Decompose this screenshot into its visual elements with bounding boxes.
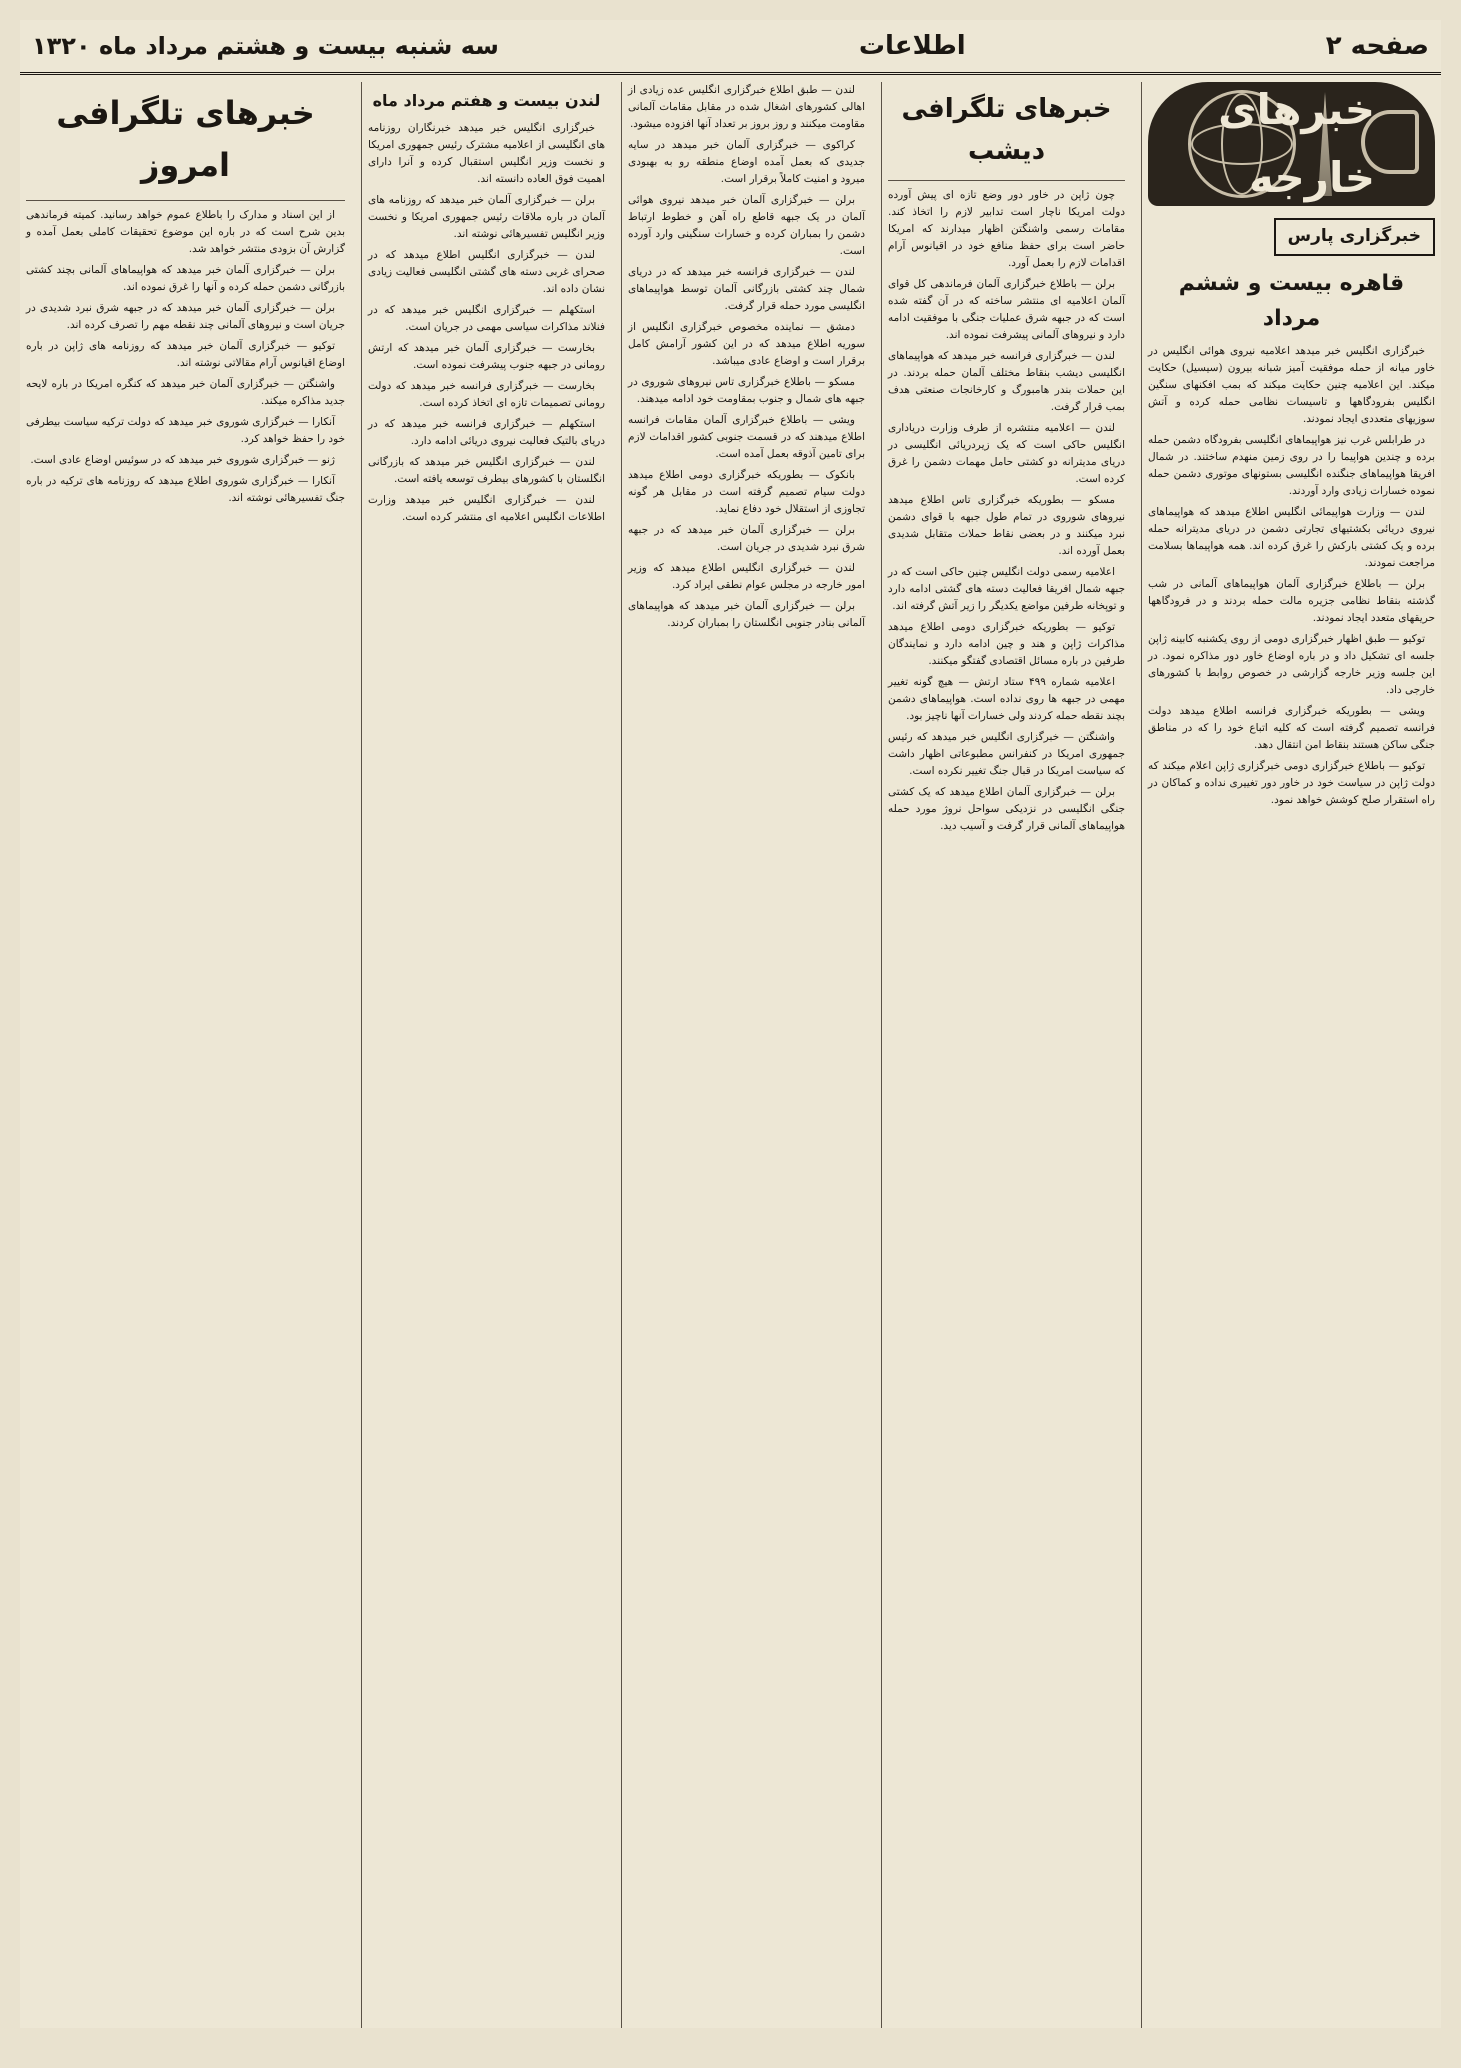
article-paragraph: لندن — خبرگزاری انگلیس خبر میدهد که بازرگانی انگلستان با کشورهای بیطرف توسعه یافته است. [368, 455, 605, 485]
article-paragraph: توکیو — باطلاع خبرگزاری دومی خبرگزاری ژاپن اعلام میکند که دولت ژاپن در سیاست خود در خاور دور تغییری نداده و کماکان در راه استقرار صلح کوشش خواهد نمود. [1148, 759, 1435, 806]
article-paragraph: بخارست — خبرگزاری فرانسه خبر میدهد که دولت رومانی تصمیمات تازه ای اتخاذ کرده است. [368, 379, 605, 409]
article-paragraph: بانکوک — بطوریکه خبرگزاری دومی اطلاع میدهد دولت سیام تصمیم گرفته است در مقابل هر گونه تجاوزی از استقلال خود دفاع نماید. [628, 469, 865, 515]
article-paragraph: ویشی — باطلاع خبرگزاری آلمان مقامات فرانسه اطلاع میدهند که در قسمت جنوبی کشور اقدامات لازم برای تامین آذوقه بعمل آمده است. [628, 414, 865, 460]
banner-title: خبرهای خارجه [1218, 84, 1375, 202]
article-paragraph: برلن — خبرگزاری آلمان اطلاع میدهد که یک کشتی جنگی انگلیسی در نزدیکی سواحل نروژ مورد حمله هواپیماهای آلمانی قرار گرفت و آسیب دید. [888, 786, 1125, 833]
article-paragraph: واشنگتن — خبرگزاری انگلیس خبر میدهد که رئیس جمهوری امریکا در کنفرانس مطبوعاتی اظهار داشت که سیاست امریکا در قبال جنگ تغییر نکرده است. [888, 731, 1125, 778]
article-paragraph: آنکارا — خبرگزاری شوروی اطلاع میدهد که روزنامه های ترکیه در باره جنگ تفسیرهائی نوشته اند. [26, 474, 345, 504]
newspaper-page [20, 20, 1441, 2028]
article-paragraph: خبرگزاری انگلیس خبر میدهد اعلامیه نیروی هوائی انگلیس در خاور میانه از حمله موفقیت آمیز شبانه بیرون (سیسیل) حکایت میکند. این اعلامیه چنین حکایت میکند که بمب افکنهای سنگین انگلیس بفرودگاهها و تاسیسات نظامی حمله کرده و آتش سوزیهای متعددی ایجاد نمودند. [1148, 344, 1435, 425]
article-paragraph: استکهلم — خبرگزاری فرانسه خبر میدهد که در دریای بالتیک فعالیت نیروی دریائی ادامه دارد. [368, 417, 605, 447]
article-paragraph: ویشی — بطوریکه خبرگزاری فرانسه اطلاع میدهد دولت فرانسه تصمیم گرفته است که کلیه اتباع خود را که در مناطق جنگی ساکن هستند بنقاط امن انتقال دهد. [1148, 704, 1435, 751]
article-paragraph: اعلامیه رسمی دولت انگلیس چنین حاکی است که در جبهه شمال افریقا فعالیت دسته های گشتی ادامه دارد و توپخانه طرفین مواضع یکدیگر را زیر آتش گرفته اند. [888, 566, 1125, 613]
headline-last-night: خبرهای تلگرافی دیشب [901, 94, 1112, 167]
divider [888, 180, 1125, 181]
article-paragraph: لندن — خبرگزاری فرانسه خبر میدهد که در دریای شمال چند کشتی بازرگانی آلمان توسط هواپیماهای انگلیسی مورد حمله قرار گرفت. [628, 266, 865, 312]
article-paragraph: مسکو — باطلاع خبرگزاری تاس نیروهای شوروی در جبهه های شمال و جنوب بمقاومت خود ادامه میدهند. [628, 376, 865, 405]
article-paragraph: دمشق — نماینده مخصوص خبرگزاری انگلیس از سوریه اطلاع میدهد که در این کشور آرامش کامل برقرار است و اوضاع عادی میباشد. [628, 321, 865, 367]
article-paragraph: در طرابلس غرب نیز هواپیماهای انگلیسی بفرودگاه دشمن حمله برده و چندین هواپیما را در روی زمین منهدم ساختند. در شمال افریقا هواپیماهای جنگنده انگلیسی بستونهای موتوری دشمن حمله نموده خسارات زیادی وارد آوردند. [1148, 433, 1435, 497]
page-number: صفحه ۲ [1325, 31, 1429, 61]
article-paragraph: توکیو — طبق اظهار خبرگزاری دومی از روی یکشنبه کابینه ژاپن جلسه ای تشکیل داد و در باره اوضاع خاور دور مذاکره نمود. در این جلسه وزیر خارجه گزارشی در خصوص روابط با کشورهای خارجی داد. [1148, 632, 1435, 696]
column-wire-2 [361, 82, 611, 2028]
article-paragraph: برلن — خبرگزاری آلمان خبر میدهد که در جبهه شرق نبرد شدیدی در جریان است و نیروهای آلمانی چند نقطه مهم را تصرف کرده اند. [26, 301, 345, 331]
article-paragraph: مسکو — بطوریکه خبرگزاری تاس اطلاع میدهد نیروهای شوروی در تمام طول جبهه با قوای دشمن نبرد میکنند و در بعضی نقاط حملات متقابل شدیدی بعمل آورده اند. [888, 494, 1125, 558]
columns [20, 82, 1441, 2028]
article-paragraph: برلن — خبرگزاری آلمان خبر میدهد نیروی هوائی آلمان در یک جبهه قاطع راه آهن و خطوط ارتباط دشمن را بمباران کرده و خسارات سنگینی وارد آورده است. [628, 194, 865, 257]
article-paragraph: خبرگزاری انگلیس خبر میدهد خبرنگاران روزنامه های انگلیسی از اعلامیه مشترک رئیس جمهوری امریکا و نخست وزیر انگلیس استقبال کرده و آنرا دارای اهمیت فوق العاده دانسته اند. [368, 121, 605, 185]
article-paragraph: بخارست — خبرگزاری آلمان خبر میدهد که ارتش رومانی در جبهه جنوب پیشرفت نموده است. [368, 341, 605, 371]
article-paragraph: استکهلم — خبرگزاری انگلیس خبر میدهد که در فنلاند مذاکرات سیاسی مهمی در جریان است. [368, 303, 605, 333]
column-last-night [881, 82, 1131, 2028]
article-paragraph: ژنو — خبرگزاری شوروی خبر میدهد که در سوئیس اوضاع عادی است. [30, 453, 335, 466]
article-paragraph: توکیو — خبرگزاری آلمان خبر میدهد که روزنامه های ژاپن در باره اوضاع اقیانوس آرام مقالاتی نوشته اند. [26, 339, 345, 369]
section-dateline: قاهره بیست و ششم مرداد [1178, 270, 1405, 332]
article-paragraph: لندن — وزارت هواپیمائی انگلیس اطلاع میدهد که هواپیماهای نیروی دریائی بکشتیهای تجارتی دشمن در دریای مدیترانه حمله برده و یک کشتی بارکش را غرق کرده اند. همه هواپیماها بسلامت مراجعت نمودند. [1148, 505, 1435, 569]
dateline-london: لندن بیست و هفتم مرداد ماه [372, 91, 601, 110]
column-wire-1 [621, 82, 871, 2028]
column-foreign-news [1141, 82, 1441, 2028]
article-paragraph: واشنگتن — خبرگزاری آلمان خبر میدهد که کنگره امریکا در باره لایحه جدید مذاکره میکند. [26, 377, 345, 407]
page-header [20, 20, 1441, 75]
article-paragraph: توکیو — بطوریکه خبرگزاری دومی اطلاع میدهد مذاکرات ژاپن و هند و چین ادامه دارد و نمایندگان طرفین در باره مسائل اقتصادی گفتگو میکنند. [888, 621, 1125, 668]
article-paragraph: لندن — خبرگزاری انگلیس اطلاع میدهد که در صحرای غربی دسته های گشتی انگلیسی فعالیت زیادی نشان داده اند. [368, 248, 605, 295]
agency-label: خبرگزاری پارس [1274, 218, 1435, 256]
article-paragraph: لندن — خبرگزاری انگلیس اطلاع میدهد که وزیر امور خارجه در مجلس عوام نطقی ایراد کرد. [628, 562, 865, 591]
article-paragraph: برلن — خبرگزاری آلمان خبر میدهد که هواپیماهای آلمانی بچند کشتی بازرگانی دشمن حمله کرده و آنها را غرق نموده اند. [26, 263, 345, 293]
article-paragraph: برلن — خبرگزاری آلمان خبر میدهد که هواپیماهای آلمانی بنادر جنوبی انگلستان را بمباران کردند. [628, 600, 865, 629]
article-paragraph: لندن — طبق اطلاع خبرگزاری انگلیس عده زیادی از اهالی کشورهای اشغال شده در مقابل مقامات آلمانی مقاومت میکنند و روز بروز بر تعداد آنها افزوده میشود. [628, 84, 865, 130]
article-paragraph: لندن — خبرگزاری انگلیس خبر میدهد وزارت اطلاعات انگلیس اعلامیه ای منتشر کرده است. [368, 493, 605, 523]
foreign-news-banner [1148, 82, 1435, 206]
article-paragraph: برلن — باطلاع خبرگزاری آلمان هواپیماهای آلمانی در شب گذشته بنقاط نظامی جزیره مالت حمله بردند و در فرودگاهها حریقهای متعدد ایجاد نمودند. [1148, 577, 1435, 624]
article-paragraph: لندن — اعلامیه منتشره از طرف وزارت دریاداری انگلیس حاکی است که یک زیردریائی انگلیسی در دریای مدیترانه دو کشتی حامل مهمات دشمن را غرق کرده است. [888, 422, 1125, 486]
article-paragraph: اعلامیه شماره ۴۹۹ ستاد ارتش — هیچ گونه تغییر مهمی در جبهه ها روی نداده است. هواپیماهای دشمن بچند نقطه حمله کردند ولی خسارات آنها ناچیز بود. [888, 676, 1125, 723]
article-paragraph: برلن — خبرگزاری آلمان خبر میدهد که در جبهه شرق نبرد شدیدی در جریان است. [628, 524, 865, 553]
issue-date: سه شنبه بیست و هشتم مرداد ماه ۱۳۲۰ [32, 32, 499, 60]
article-paragraph: کراکوی — خبرگزاری آلمان خبر میدهد در سایه جدیدی که بعمل آمده اوضاع منطقه رو به بهبودی میرود و امنیت کاملاً برقرار است. [628, 139, 865, 185]
headline-today: خبرهای تلگرافی امروز [56, 94, 315, 184]
article-paragraph: چون ژاپن در خاور دور وضع تازه ای پیش آورده دولت امریکا ناچار است تدابیر لازم را اتخاذ کند. مقامات رسمی واشنگتن اظهار میدارند که امریکا حاضر است برای حفظ منافع خود در اقیانوس آرام اقدامات لازم را بعمل آورد. [888, 189, 1125, 270]
article-paragraph: از این اسناد و مدارک را باطلاع عموم خواهد رسانید. کمیته فرماندهی بدین شرح است که در باره این موضوع تحقیقات کاملی بعمل آمده و گزارش آن بزودی منتشر خواهد شد. [26, 208, 345, 255]
article-paragraph: لندن — خبرگزاری فرانسه خبر میدهد که هواپیماهای انگلیسی دیشب بنقاط مختلف آلمان حمله بردند. در این حملات بندر هامبورگ و کارخانجات صنعتی هدف بمب قرار گرفت. [888, 350, 1125, 414]
article-paragraph: آنکارا — خبرگزاری شوروی خبر میدهد که دولت ترکیه سیاست بیطرفی خود را حفظ خواهد کرد. [26, 415, 345, 445]
divider [26, 200, 345, 201]
article-paragraph: برلن — خبرگزاری آلمان خبر میدهد که روزنامه های آلمان در باره ملاقات رئیس جمهوری امریکا و نخست وزیر انگلیس تفسیرهائی نوشته اند. [368, 193, 605, 240]
article-paragraph: برلن — باطلاع خبرگزاری آلمان فرماندهی کل قوای آلمان اعلامیه ای منتشر ساخته که در آن گفته شده است که در جبهه شرق عملیات جنگی با موفقیت ادامه دارد و نیروهای آلمانی پیشرفت نموده اند. [888, 278, 1125, 342]
column-today [20, 82, 351, 2028]
newspaper-name: اطلاعات [858, 31, 966, 61]
